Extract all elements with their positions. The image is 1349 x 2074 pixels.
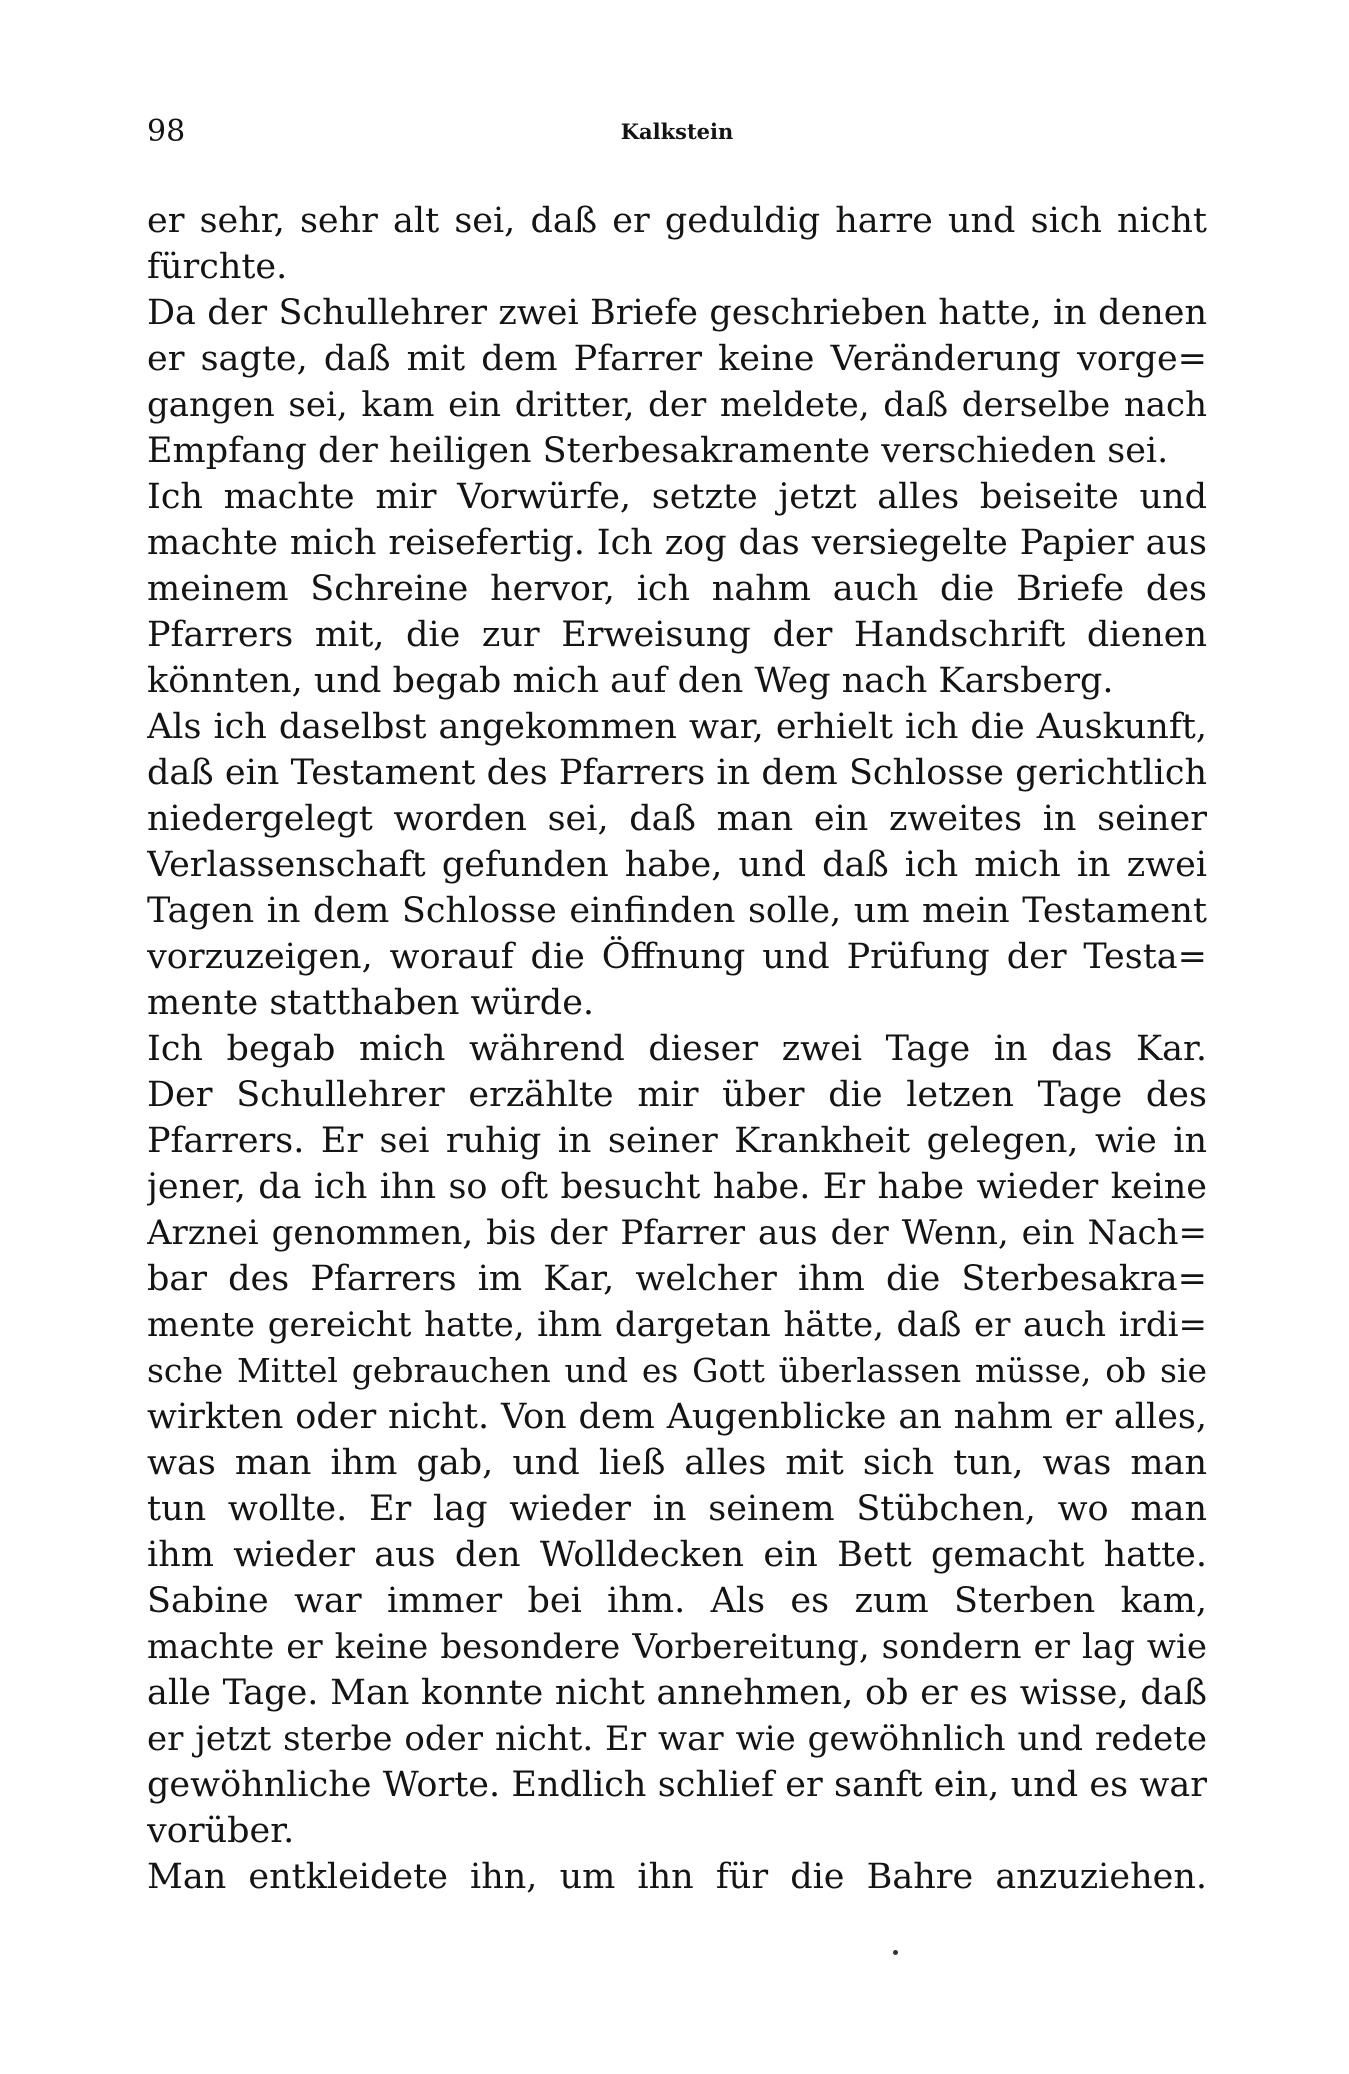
text-line: was man ihm gab, und ließ alles mit sich tun, was man	[147, 1443, 1207, 1483]
body-text	[147, 198, 1207, 1900]
text-line: sche Mittel gebrauchen und es Gott überlassen müsse, ob sie	[147, 1351, 1207, 1390]
text-line: machte mich reisefertig. Ich zog das versiegelte Papier aus	[147, 523, 1207, 563]
text-line: wirkten oder nicht. Von dem Augenblicke an nahm er alles,	[147, 1397, 1207, 1437]
text-line: jener, da ich ihn so oft besucht habe. Er habe wieder keine	[147, 1167, 1207, 1207]
text-line: könnten, und begab mich auf den Weg nach Karsberg.	[147, 661, 1114, 701]
text-line: meinem Schreine hervor, ich nahm auch die Briefe des	[147, 569, 1207, 609]
text-line: daß ein Testament des Pfarrers in dem Schlosse gerichtlich	[147, 753, 1207, 793]
text-line: bar des Pfarrers im Kar, welcher ihm die Sterbesakra=	[147, 1259, 1207, 1299]
text-line: machte er keine besondere Vorbereitung, sondern er lag wie	[147, 1627, 1207, 1667]
text-line: Tagen in dem Schlosse einfinden solle, um mein Testament	[147, 891, 1207, 931]
text-line: gewöhnliche Worte. Endlich schlief er sanft ein, und es war	[147, 1765, 1207, 1805]
text-line: gangen sei, kam ein dritter, der meldete, daß derselbe nach	[147, 385, 1207, 425]
text-line: Da der Schullehrer zwei Briefe geschrieben hatte, in denen	[147, 293, 1207, 333]
text-line: tun wollte. Er lag wieder in seinem Stübchen, wo man	[147, 1489, 1207, 1529]
text-line: Pfarrers. Er sei ruhig in seiner Krankheit gelegen, wie in	[147, 1121, 1207, 1161]
page-number: 98	[147, 114, 186, 149]
text-line: ihm wieder aus den Wolldecken ein Bett gemacht hatte.	[147, 1535, 1207, 1575]
text-line: er jetzt sterbe oder nicht. Er war wie gewöhnlich und redete	[147, 1719, 1207, 1759]
text-line: mente statthaben würde.	[147, 983, 595, 1023]
text-line: Als ich daselbst angekommen war, erhielt ich die Auskunft,	[147, 707, 1207, 747]
text-line: Ich machte mir Vorwürfe, setzte jetzt alles beiseite und	[147, 477, 1207, 517]
text-line: Man entkleidete ihn, um ihn für die Bahre anzuziehen.	[147, 1857, 1207, 1897]
text-line: fürchte.	[147, 247, 288, 287]
page-header	[147, 108, 1207, 156]
text-line: Pfarrers mit, die zur Erweisung der Handschrift dienen	[147, 615, 1207, 655]
text-line: Der Schullehrer erzählte mir über die letzen Tage des	[147, 1075, 1207, 1115]
running-title: Kalkstein	[620, 119, 734, 144]
text-line: Verlassenschaft gefunden habe, und daß ich mich in zwei	[147, 845, 1207, 885]
text-line: Empfang der heiligen Sterbesakramente verschieden sei.	[147, 431, 1169, 471]
text-line: vorüber.	[147, 1811, 295, 1851]
text-line: alle Tage. Man konnte nicht annehmen, ob er es wisse, daß	[147, 1673, 1207, 1713]
text-line: er sehr, sehr alt sei, daß er geduldig harre und sich nicht	[147, 201, 1207, 241]
text-line: er sagte, daß mit dem Pfarrer keine Veränderung vorge=	[147, 339, 1207, 379]
text-line: Sabine war immer bei ihm. Als es zum Sterben kam,	[147, 1581, 1207, 1621]
text-line: Arznei genommen, bis der Pfarrer aus der Wenn, ein Nach=	[147, 1213, 1207, 1253]
text-line: Ich begab mich während dieser zwei Tage in das Kar.	[147, 1029, 1207, 1069]
text-line: mente gereicht hatte, ihm dargetan hätte, daß er auch irdi=	[147, 1305, 1207, 1345]
text-line: niedergelegt worden sei, daß man ein zweites in seiner	[147, 799, 1207, 839]
text-line: vorzuzeigen, worauf die Öffnung und Prüfung der Testa=	[147, 937, 1207, 977]
print-speck	[893, 1950, 898, 1955]
